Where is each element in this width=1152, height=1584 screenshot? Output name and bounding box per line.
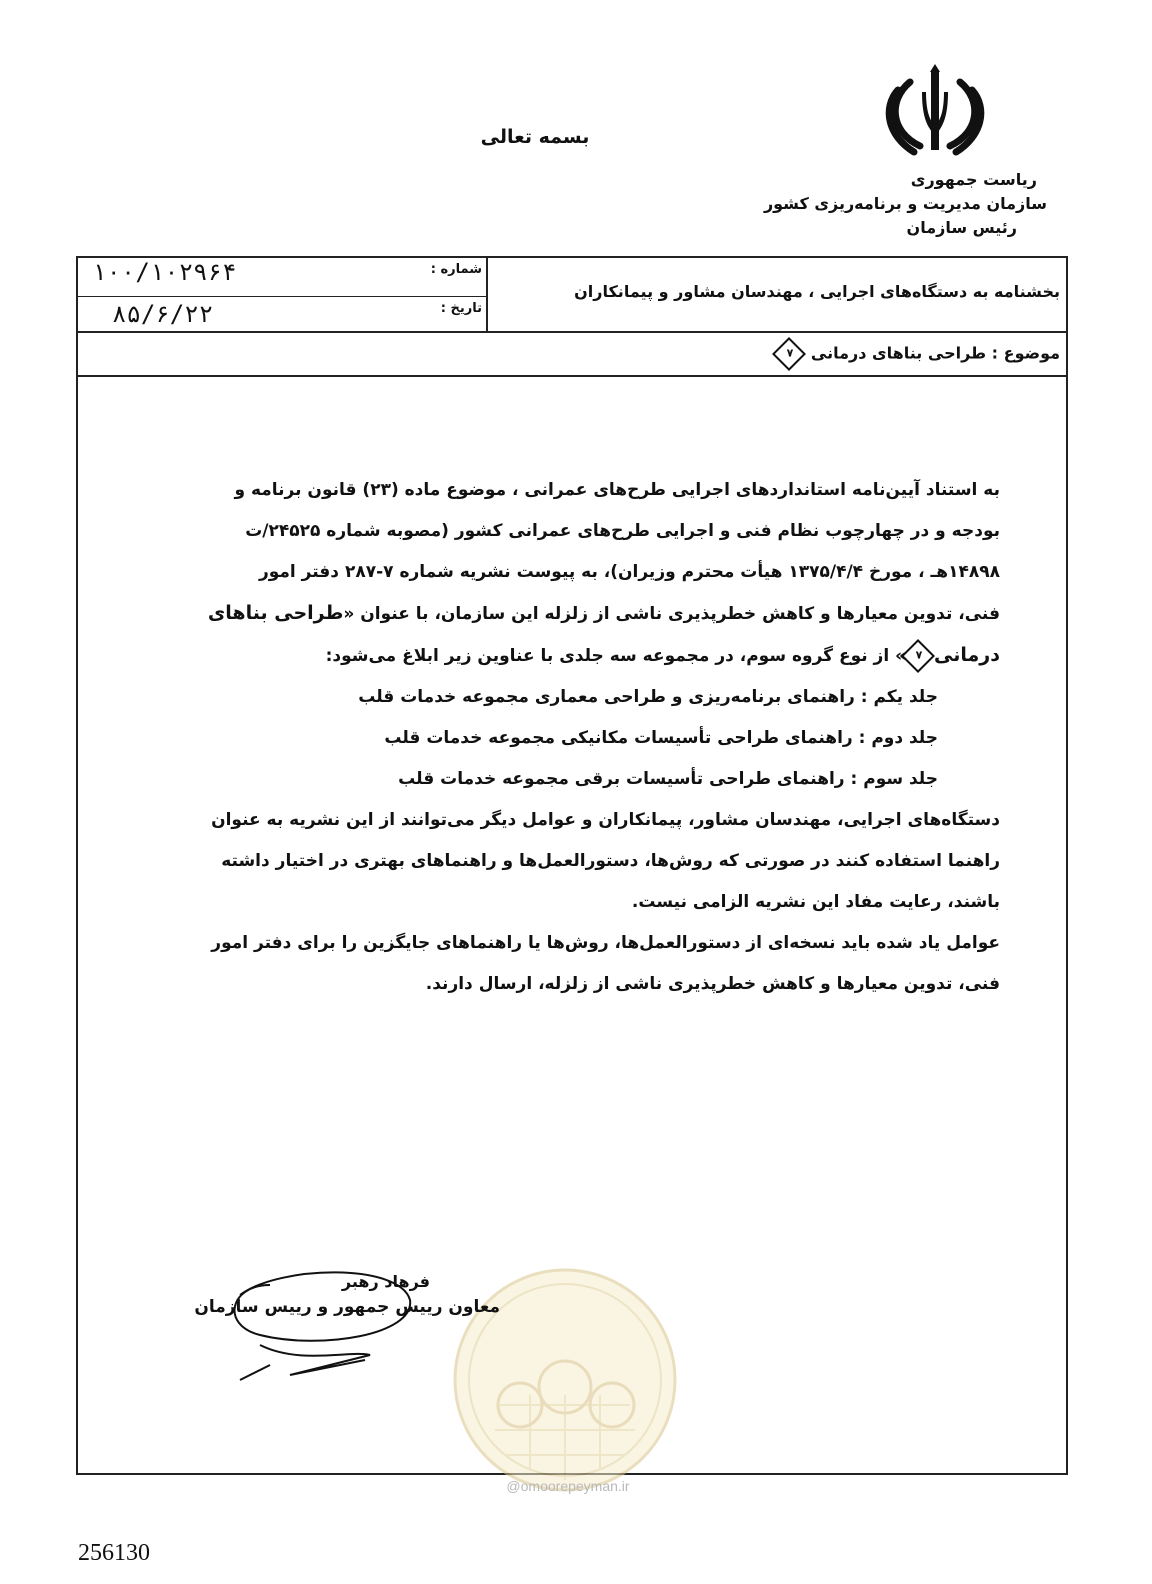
body-line: به استناد آیین‌نامه استانداردهای اجرایی طرح‌های عمرانی ، موضوع ماده (۲۳) قانون برنامه و (234, 480, 1000, 500)
org-line-head: رئیس سازمان (906, 218, 1017, 237)
body-line: فنی، تدوین معیارها و کاهش خطرپذیری ناشی از زلزله، ارسال دارند. (425, 974, 1000, 994)
recipients-line: بخشنامه به دستگاه‌های اجرایی ، مهندسان مشاور و پیمانکاران (574, 282, 1060, 301)
header-row-divider (76, 331, 1068, 333)
letter-body (135, 470, 1000, 1005)
publication-title-end: درمانی (934, 644, 1000, 666)
body-line (135, 635, 1000, 677)
meta-row-divider (76, 296, 486, 297)
number-label: شماره : (430, 262, 482, 277)
diamond-badge-icon (901, 639, 935, 673)
signatory-title: معاون رییس جمهور و رییس سازمان (194, 1297, 500, 1317)
body-line: راهنما استفاده کنند در صورتی که روش‌ها، دستورالعمل‌ها و راهنماهای بهتری در اختیار داشته (221, 851, 1000, 871)
body-text: فنی، تدوین معیارها و کاهش خطرپذیری ناشی از زلزله این سازمان، با عنوان « (343, 604, 1000, 624)
document-id: 256130 (78, 1540, 150, 1566)
body-line (135, 593, 1000, 635)
signature-block (140, 1272, 500, 1317)
watermark-url: @omoorepeyman.ir (506, 1478, 630, 1494)
subject-text: موضوع : طراحی بناهای درمانی (810, 343, 1060, 363)
body-badge-number: ۷ (915, 648, 923, 662)
iran-emblem-icon (880, 62, 990, 157)
subject-badge-number: ۷ (786, 346, 794, 360)
number-value: ۱۰۰/۱۰۲۹۶۴ (92, 258, 237, 286)
org-header (627, 168, 1047, 240)
subject-row-divider (76, 375, 1068, 377)
subject-line (500, 342, 1060, 366)
body-line: ۱۴۸۹۸هـ ، مورخ ۱۳۷۵/۴/۴ هیأت محترم وزیران)، به پیوست نشریه شماره ۷-۲۸۷ دفتر امور (258, 562, 1000, 582)
date-value: ۸۵/۶/۲۲ (112, 300, 214, 328)
volume-item: جلد سوم : راهنمای طراحی تأسیسات برقی مجموعه خدمات قلب (398, 769, 938, 789)
signatory-name: فرهاد رهبر (341, 1272, 430, 1291)
body-line: عوامل یاد شده باید نسخه‌ای از دستورالعمل‌ها، روش‌ها یا راهنماهای جایگزین را برای دفتر امور (211, 933, 1000, 953)
date-label: تاریخ : (440, 301, 482, 316)
org-line-presidency: ریاست جمهوری (910, 170, 1037, 189)
body-line: دستگاه‌های اجرایی، مهندسان مشاور، پیمانکاران و عوامل دیگر می‌توانند از این نشریه به عنوان (211, 810, 1000, 830)
body-text: » از نوع گروه سوم، در مجموعه سه جلدی با عناوین زیر ابلاغ می‌شود: (325, 646, 907, 666)
diamond-badge-icon (772, 337, 806, 371)
meta-column-divider (486, 256, 488, 331)
basmala: بسمه تعالی (480, 126, 590, 148)
body-line: بودجه و در چهارچوب نظام فنی و اجرایی طرح‌های عمرانی کشور (مصوبه شماره ۲۴۵۲۵/ت (245, 521, 1000, 541)
volume-item: جلد یکم : راهنمای برنامه‌ریزی و طراحی معماری مجموعه خدمات قلب (358, 687, 938, 707)
volume-item: جلد دوم : راهنمای طراحی تأسیسات مکانیکی مجموعه خدمات قلب (384, 728, 938, 748)
org-line-organization: سازمان مدیریت و برنامه‌ریزی کشور (763, 194, 1047, 213)
body-line: باشند، رعایت مفاد این نشریه الزامی نیست. (631, 892, 1000, 912)
publication-title: طراحی بناهای (207, 602, 344, 624)
